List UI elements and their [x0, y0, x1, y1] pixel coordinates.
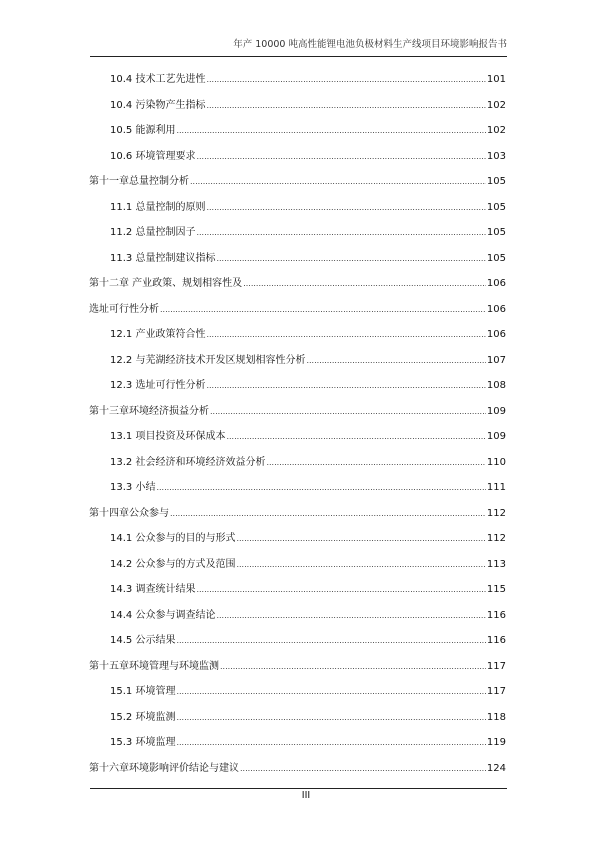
toc-entry-page: 117: [486, 660, 506, 672]
toc-entry-page: 113: [486, 558, 506, 570]
toc-dot-leader: [266, 456, 485, 469]
toc-entry-title: 11.2 总量控制因子: [110, 227, 196, 238]
toc-dot-leader: [206, 73, 485, 86]
toc-entry[interactable]: [110, 252, 506, 265]
toc-entry-title: 12.3 选址可行性分析: [110, 380, 206, 391]
toc-entry[interactable]: [110, 354, 506, 367]
toc-entry[interactable]: [110, 430, 506, 443]
toc-entry-title: 第十二章 产业政策、规划相容性及: [89, 278, 243, 289]
toc-entry[interactable]: [110, 685, 506, 698]
toc-entry-title: 14.2 公众参与的方式及范围: [110, 558, 236, 570]
toc-entry-page: 111: [486, 482, 506, 493]
toc-entry-page: 118: [486, 711, 506, 723]
toc-entry[interactable]: [110, 456, 506, 469]
toc-entry-page: 107: [486, 354, 506, 366]
toc-dot-leader: [196, 583, 485, 596]
toc-dot-leader: [190, 175, 486, 188]
toc-entry-title: 11.1 总量控制的原则: [110, 201, 206, 213]
toc-entry-title: 11.3 总量控制建议指标: [110, 252, 216, 264]
toc-entry-page: 106: [486, 329, 506, 340]
toc-entry-title: 第十五章环境管理与环境监测: [89, 660, 219, 672]
toc-dot-leader: [170, 507, 486, 520]
toc-dot-leader: [226, 430, 485, 443]
toc-dot-leader: [306, 354, 485, 367]
toc-entry[interactable]: [89, 277, 506, 290]
toc-dot-leader: [236, 532, 485, 545]
toc-entry-page: 117: [486, 686, 506, 697]
footer-divider: [90, 788, 507, 789]
toc-entry-title: 13.3 小结: [110, 482, 156, 493]
toc-entry[interactable]: [110, 124, 506, 137]
toc-entry[interactable]: [89, 660, 506, 673]
toc-entry[interactable]: [110, 532, 506, 545]
toc-entry-page: 116: [486, 609, 506, 621]
toc-entry[interactable]: [89, 175, 506, 188]
toc-entry-page: 112: [486, 507, 506, 519]
toc-entry[interactable]: [110, 73, 506, 86]
running-header: [90, 38, 507, 57]
toc-entry-title: 选址可行性分析: [89, 303, 159, 315]
toc-entry-title: 第十六章环境影响评价结论与建议: [89, 762, 239, 774]
toc-entry-title: 10.4 污染物产生指标: [110, 99, 206, 111]
toc-entry[interactable]: [110, 379, 506, 392]
toc-entry-page: 102: [486, 99, 506, 111]
toc-entry[interactable]: [110, 226, 506, 239]
toc-entry-page: 105: [486, 252, 506, 264]
toc-entry-title: 15.3 环境监理: [110, 737, 176, 748]
toc-entry-page: 108: [486, 380, 506, 391]
toc-entry-title: 13.2 社会经济和环境经济效益分析: [110, 456, 266, 468]
toc-entry-title: 第十四章公众参与: [89, 507, 169, 519]
toc-entry-page: 106: [486, 303, 506, 315]
toc-dot-leader: [206, 99, 485, 112]
toc-entry[interactable]: [89, 762, 506, 775]
toc-dot-leader: [216, 609, 485, 622]
toc-entry-title: 10.4 技术工艺先进性: [110, 74, 206, 85]
toc-entry-page: 102: [486, 125, 506, 136]
toc-entry-page: 116: [486, 635, 506, 646]
toc-entry-page: 103: [486, 150, 506, 162]
toc-dot-leader: [176, 685, 485, 698]
toc-dot-leader: [196, 150, 485, 163]
toc-entry-page: 110: [486, 456, 506, 468]
toc-entry[interactable]: [110, 558, 506, 571]
toc-dot-leader: [176, 736, 485, 749]
toc-dot-leader: [243, 277, 486, 290]
toc-entry-page: 109: [486, 431, 506, 442]
toc-entry-title: 14.1 公众参与的目的与形式: [110, 533, 236, 544]
toc-dot-leader: [220, 660, 486, 673]
toc-entry-page: 105: [486, 201, 506, 213]
toc-entry-page: 115: [486, 584, 506, 595]
toc-entry-page: 112: [486, 533, 506, 544]
page-number: III: [301, 790, 311, 801]
toc-entry-title: 14.3 调查统计结果: [110, 584, 196, 595]
toc-entry-title: 15.2 环境监测: [110, 711, 176, 723]
toc-entry[interactable]: [110, 481, 506, 494]
toc-entry[interactable]: [110, 328, 506, 341]
toc-entry-title: 15.1 环境管理: [110, 686, 176, 697]
toc-dot-leader: [206, 379, 485, 392]
toc-entry[interactable]: [110, 736, 506, 749]
toc-entry[interactable]: [110, 150, 506, 163]
toc-dot-leader: [236, 558, 485, 571]
header-title: 年产 10000 吨高性能锂电池负极材料生产线项目环境影响报告书: [233, 39, 507, 50]
toc-entry[interactable]: [110, 583, 506, 596]
toc-dot-leader: [206, 328, 485, 341]
toc-entry-title: 14.4 公众参与调查结论: [110, 609, 216, 621]
toc-entry[interactable]: [89, 405, 506, 418]
toc-entry-page: 119: [486, 737, 506, 748]
toc-entry[interactable]: [89, 507, 506, 520]
toc-entry[interactable]: [110, 609, 506, 622]
toc-dot-leader: [176, 711, 485, 724]
toc-entry-title: 14.5 公示结果: [110, 635, 176, 646]
toc-entry[interactable]: [110, 711, 506, 724]
toc-dot-leader: [156, 481, 485, 494]
toc-entry[interactable]: [110, 99, 506, 112]
toc-entry-title: 13.1 项目投资及环保成本: [110, 431, 226, 442]
toc-entry-page: 105: [486, 227, 506, 238]
toc-entry-title: 第十三章环境经济损益分析: [89, 405, 209, 417]
toc-entry-page: 105: [486, 176, 506, 187]
toc-entry-title: 第十一章总量控制分析: [89, 176, 189, 187]
toc-dot-leader: [216, 252, 485, 265]
toc-dot-leader: [206, 201, 485, 214]
toc-entry-page: 106: [486, 278, 506, 289]
toc-entry[interactable]: [110, 201, 506, 214]
toc-entry-title: 10.6 环境管理要求: [110, 150, 196, 162]
toc-dot-leader: [196, 226, 485, 239]
toc-entry-title: 10.5 能源利用: [110, 125, 176, 136]
toc-dot-leader: [210, 405, 486, 418]
toc-entry-title: 12.1 产业政策符合性: [110, 329, 206, 340]
toc-entry[interactable]: [110, 634, 506, 647]
toc-entry[interactable]: [89, 303, 506, 316]
toc-entry-page: 124: [486, 762, 506, 774]
toc-dot-leader: [176, 634, 485, 647]
toc-entry-title: 12.2 与芜湖经济技术开发区规划相容性分析: [110, 354, 306, 366]
toc-dot-leader: [176, 124, 485, 137]
toc-dot-leader: [160, 303, 486, 316]
toc-entry-page: 109: [486, 405, 506, 417]
toc-dot-leader: [240, 762, 486, 775]
toc-entry-page: 101: [486, 74, 506, 85]
